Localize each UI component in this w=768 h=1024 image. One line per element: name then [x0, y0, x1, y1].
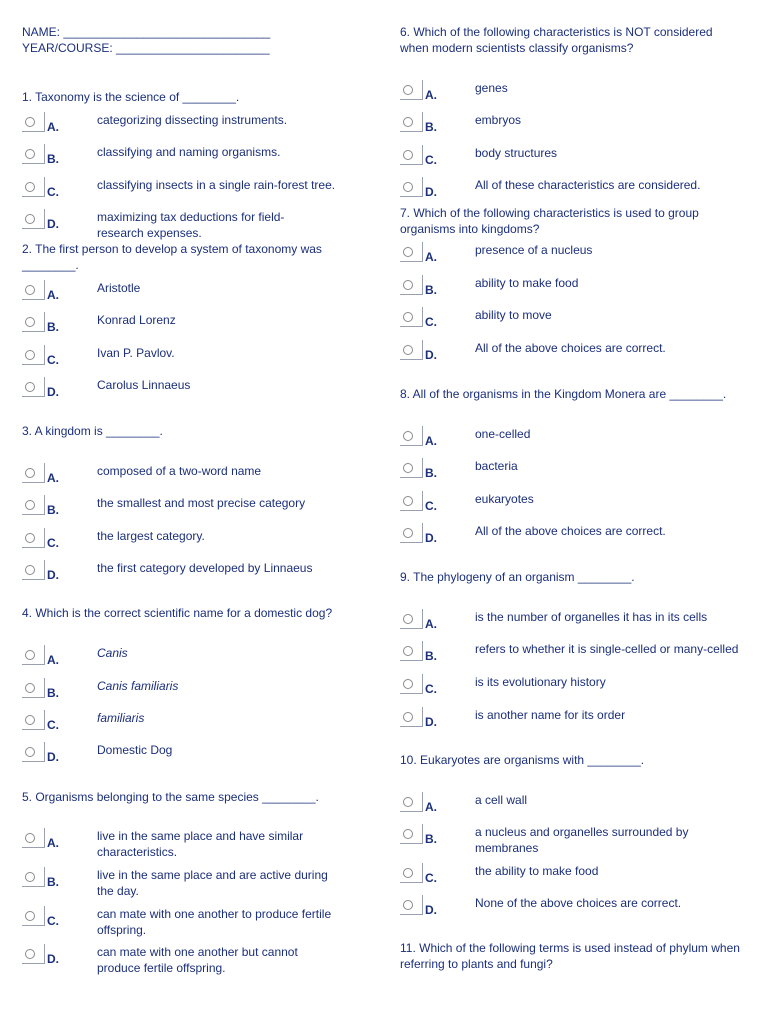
question-11: 11. Which of the following terms is used instead of phylum when referring to plants and fungi?: [400, 941, 740, 971]
option-text: embryos: [475, 113, 522, 127]
radio-button[interactable]: [403, 868, 413, 878]
radio-button[interactable]: [403, 646, 413, 656]
radio-button[interactable]: [25, 214, 35, 224]
q9-option-d[interactable]: [400, 707, 745, 733]
option-text: categorizing dissecting instruments.: [97, 113, 288, 127]
option-letter: B.: [425, 283, 437, 297]
option-text: can mate with one another but cannot produce fertile offspring.: [97, 945, 298, 975]
radio-button[interactable]: [403, 247, 413, 257]
q1-option-b[interactable]: [22, 144, 362, 170]
radio-button[interactable]: [25, 533, 35, 543]
radio-button[interactable]: [25, 565, 35, 575]
radio-button[interactable]: [403, 150, 413, 160]
q5-option-d[interactable]: [22, 944, 362, 975]
q10-option-b[interactable]: [400, 824, 745, 855]
option-letter: B.: [425, 466, 437, 480]
option-letter: C.: [47, 353, 59, 367]
option-text: ability to move: [475, 308, 552, 322]
radio-button[interactable]: [403, 496, 413, 506]
option-text: is another name for its order: [475, 708, 626, 722]
radio-button[interactable]: [403, 797, 413, 807]
option-text: composed of a two-word name: [97, 464, 262, 478]
q9-option-b[interactable]: [400, 641, 745, 667]
option-text: All of the above choices are correct.: [475, 524, 666, 538]
radio-button[interactable]: [403, 614, 413, 624]
option-letter: C.: [47, 718, 59, 732]
radio-button[interactable]: [403, 345, 413, 355]
option-letter: D.: [425, 531, 437, 545]
option-letter: D.: [425, 903, 437, 917]
q8-option-c[interactable]: [400, 491, 745, 517]
radio-button[interactable]: [403, 712, 413, 722]
option-text: the first category developed by Linnaeus: [97, 561, 313, 575]
radio-button[interactable]: [25, 833, 35, 843]
option-text: eukaryotes: [475, 492, 534, 506]
radio-button[interactable]: [25, 382, 35, 392]
q5-option-b[interactable]: [22, 867, 362, 898]
question-6: 6. Which of the following characteristics is NOT considered when modern scientists classify organisms?: [400, 25, 713, 55]
option-text: the ability to make food: [475, 864, 599, 878]
q10-option-a[interactable]: [400, 792, 745, 818]
option-text: All of the above choices are correct.: [475, 341, 666, 355]
option-text: familiaris: [97, 711, 145, 725]
option-letter: D.: [47, 217, 59, 231]
q7-option-d[interactable]: [400, 340, 745, 366]
q2-option-d[interactable]: [22, 377, 362, 403]
option-letter: B.: [47, 686, 59, 700]
q8-option-a[interactable]: [400, 426, 745, 452]
q6-option-d[interactable]: [400, 177, 745, 203]
option-text: Domestic Dog: [97, 743, 173, 757]
q7-option-a[interactable]: [400, 242, 745, 268]
q1-option-d[interactable]: [22, 209, 362, 240]
option-text: bacteria: [475, 459, 518, 473]
question-5: 5. Organisms belonging to the same species ________.: [22, 790, 319, 804]
radio-button[interactable]: [25, 285, 35, 295]
radio-button[interactable]: [25, 500, 35, 510]
radio-button[interactable]: [25, 650, 35, 660]
radio-button[interactable]: [25, 468, 35, 478]
option-letter: D.: [47, 952, 59, 966]
option-letter: D.: [47, 750, 59, 764]
radio-button[interactable]: [25, 747, 35, 757]
question-9: 9. The phylogeny of an organism ________.: [400, 570, 635, 584]
radio-button[interactable]: [25, 911, 35, 921]
option-text: one-celled: [475, 427, 531, 441]
radio-button[interactable]: [403, 900, 413, 910]
option-text: Konrad Lorenz: [97, 313, 176, 327]
radio-button[interactable]: [403, 679, 413, 689]
option-letter: D.: [425, 185, 437, 199]
option-text: presence of a nucleus: [475, 243, 593, 257]
q6-option-b[interactable]: [400, 112, 745, 138]
q2-option-a[interactable]: [22, 280, 362, 306]
q3-option-b[interactable]: [22, 495, 362, 521]
option-letter: A.: [47, 120, 59, 134]
q1-option-a[interactable]: [22, 112, 362, 138]
option-text: body structures: [475, 146, 558, 160]
option-text: classifying insects in a single rain-forest tree.: [97, 178, 336, 192]
q3-option-a[interactable]: [22, 463, 362, 489]
option-text: genes: [475, 81, 508, 95]
radio-button[interactable]: [25, 683, 35, 693]
q6-option-c[interactable]: [400, 145, 745, 171]
option-text: the largest category.: [97, 529, 205, 543]
q8-option-d[interactable]: [400, 523, 745, 549]
option-letter: A.: [47, 836, 59, 850]
option-text: maximizing tax deductions for field-research expenses.: [97, 210, 285, 240]
option-letter: B.: [47, 875, 59, 889]
option-text: ability to make food: [475, 276, 579, 290]
q3-option-c[interactable]: [22, 528, 362, 554]
option-text: live in the same place and have similar characteristics.: [97, 829, 304, 859]
q5-option-a[interactable]: [22, 828, 362, 859]
q10-option-d[interactable]: [400, 895, 745, 921]
q4-option-d[interactable]: [22, 742, 362, 768]
q9-option-c[interactable]: [400, 674, 745, 700]
option-text: Canis: [97, 646, 128, 660]
question-7: 7. Which of the following characteristics is used to group organisms into kingdoms?: [400, 206, 699, 236]
option-text: Canis familiaris: [97, 679, 179, 693]
option-text: refers to whether it is single-celled or many-celled: [475, 642, 739, 656]
q7-option-b[interactable]: [400, 275, 745, 301]
option-letter: B.: [425, 120, 437, 134]
option-letter: C.: [47, 914, 59, 928]
q2-option-b[interactable]: [22, 312, 362, 338]
option-letter: A.: [47, 471, 59, 485]
radio-button[interactable]: [403, 431, 413, 441]
q4-option-c[interactable]: [22, 710, 362, 736]
q4-option-a[interactable]: [22, 645, 362, 671]
option-letter: B.: [425, 649, 437, 663]
option-letter: A.: [47, 653, 59, 667]
option-letter: C.: [47, 536, 59, 550]
option-letter: D.: [425, 715, 437, 729]
question-1: 1. Taxonomy is the science of ________.: [22, 90, 240, 104]
option-letter: A.: [47, 288, 59, 302]
option-letter: B.: [47, 320, 59, 334]
year-course-field-line[interactable]: YEAR/COURSE: _______________________: [22, 41, 270, 55]
option-letter: D.: [425, 348, 437, 362]
radio-button[interactable]: [403, 280, 413, 290]
radio-button[interactable]: [25, 949, 35, 959]
option-letter: C.: [425, 315, 437, 329]
radio-button[interactable]: [403, 829, 413, 839]
question-4: 4. Which is the correct scientific name for a domestic dog?: [22, 606, 333, 620]
option-text: All of these characteristics are considered.: [475, 178, 701, 192]
q3-option-d[interactable]: [22, 560, 362, 586]
option-text: a nucleus and organelles surrounded by membranes: [475, 825, 689, 855]
option-text: can mate with one another to produce fertile offspring.: [97, 907, 332, 937]
radio-button[interactable]: [403, 85, 413, 95]
radio-button[interactable]: [25, 149, 35, 159]
option-text: Ivan P. Pavlov.: [97, 346, 175, 360]
option-text: is the number of organelles it has in its cells: [475, 610, 708, 624]
q4-option-b[interactable]: [22, 678, 362, 704]
option-letter: A.: [425, 88, 437, 102]
option-letter: B.: [47, 503, 59, 517]
option-letter: C.: [425, 682, 437, 696]
q1-option-c[interactable]: [22, 177, 362, 203]
option-letter: C.: [425, 153, 437, 167]
option-letter: A.: [425, 800, 437, 814]
q6-option-a[interactable]: [400, 80, 745, 106]
option-text: Carolus Linnaeus: [97, 378, 191, 392]
option-text: a cell wall: [475, 793, 528, 807]
option-letter: B.: [47, 152, 59, 166]
option-letter: C.: [425, 499, 437, 513]
radio-button[interactable]: [403, 182, 413, 192]
radio-button[interactable]: [25, 182, 35, 192]
option-letter: C.: [47, 185, 59, 199]
radio-button[interactable]: [403, 117, 413, 127]
radio-button[interactable]: [25, 872, 35, 882]
radio-button[interactable]: [25, 715, 35, 725]
q5-option-c[interactable]: [22, 906, 362, 937]
option-text: is its evolutionary history: [475, 675, 606, 689]
radio-button[interactable]: [403, 463, 413, 473]
radio-button[interactable]: [25, 317, 35, 327]
option-letter: D.: [47, 568, 59, 582]
option-letter: D.: [47, 385, 59, 399]
option-text: classifying and naming organisms.: [97, 145, 281, 159]
option-letter: A.: [425, 617, 437, 631]
option-text: Aristotle: [97, 281, 141, 295]
question-2: 2. The first person to develop a system of taxonomy was ________.: [22, 242, 322, 272]
q9-option-a[interactable]: [400, 609, 745, 635]
q10-option-c[interactable]: [400, 863, 745, 889]
radio-button[interactable]: [25, 350, 35, 360]
radio-button[interactable]: [25, 117, 35, 127]
radio-button[interactable]: [403, 528, 413, 538]
option-letter: B.: [425, 832, 437, 846]
option-letter: A.: [425, 434, 437, 448]
radio-button[interactable]: [403, 312, 413, 322]
option-text: None of the above choices are correct.: [475, 896, 682, 910]
option-letter: C.: [425, 871, 437, 885]
option-letter: A.: [425, 250, 437, 264]
option-text: the smallest and most precise category: [97, 496, 306, 510]
question-10: 10. Eukaryotes are organisms with ________.: [400, 753, 645, 767]
name-field-line[interactable]: NAME: _______________________________: [22, 25, 271, 39]
q8-option-b[interactable]: [400, 458, 745, 484]
question-8: 8. All of the organisms in the Kingdom Monera are ________.: [400, 387, 727, 401]
q2-option-c[interactable]: [22, 345, 362, 371]
q7-option-c[interactable]: [400, 307, 745, 333]
option-text: live in the same place and are active during the day.: [97, 868, 328, 898]
question-3: 3. A kingdom is ________.: [22, 424, 163, 438]
